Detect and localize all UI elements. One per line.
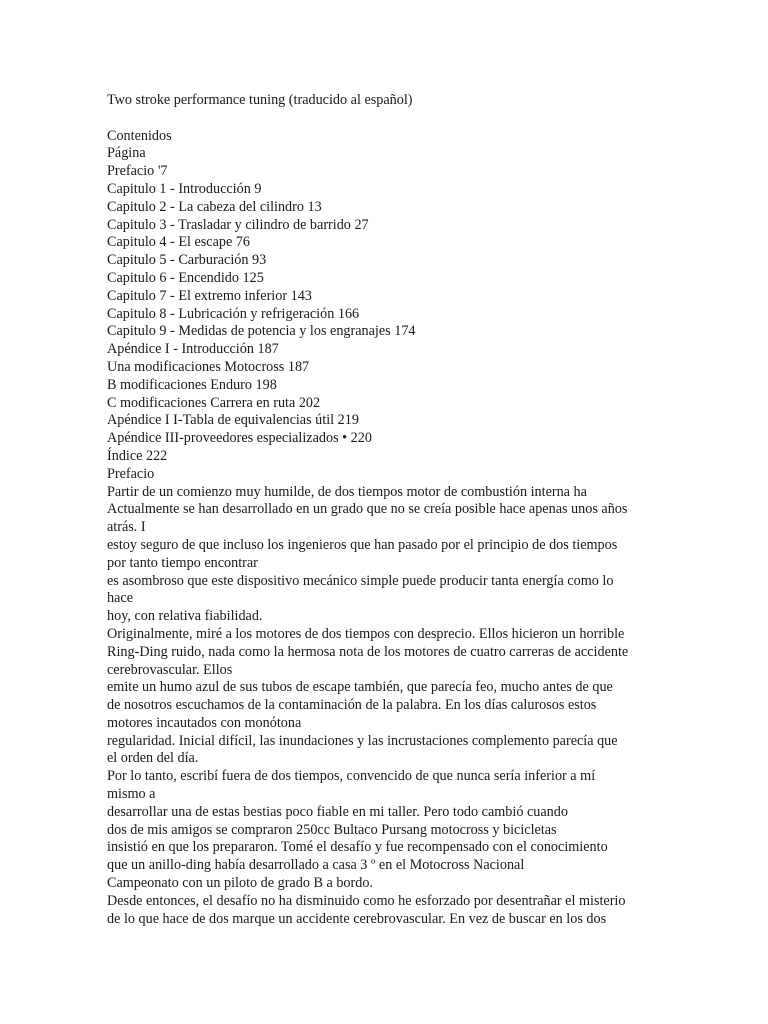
body-line: Por lo tanto, escribí fuera de dos tiempos, convencido de que nunca sería inferior a mí [107, 768, 596, 785]
toc-item: Capitulo 7 - El extremo inferior 143 [107, 287, 312, 304]
body-line: de lo que hace de dos marque un accidente cerebrovascular. En vez de buscar en los dos [107, 910, 607, 927]
toc-item: Capitulo 9 - Medidas de potencia y los engranajes 174 [107, 323, 416, 340]
body-line: atrás. I [107, 519, 146, 536]
body-line: insistió en que los prepararon. Tomé el desafío y fue recompensado con el conocimiento [107, 839, 608, 856]
preface-text [107, 484, 637, 929]
toc-item: Capitulo 1 - Introducción 9 [107, 180, 262, 197]
body-line: desarrollar una de estas bestias poco fiable en mi taller. Pero todo cambió cuando [107, 803, 568, 820]
body-line: Originalmente, miré a los motores de dos tiempos con desprecio. Ellos hicieron un horrible [107, 625, 625, 642]
body-line: hace [107, 590, 133, 607]
document-title: Two stroke performance tuning (traducido al español) [107, 92, 413, 108]
toc-item: B modificaciones Enduro 198 [107, 376, 277, 393]
body-line: emite un humo azul de sus tubos de escape también, que parecía feo, mucho antes de que [107, 679, 613, 696]
body-line: el orden del día. [107, 750, 199, 767]
preface-heading: Prefacio [107, 465, 155, 482]
body-line: Partir de un comienzo muy humilde, de dos tiempos motor de combustión interna ha [107, 483, 587, 500]
body-line: dos de mis amigos se compraron 250cc Bultaco Pursang motocross y bicicletas [107, 821, 557, 838]
toc-item: Apéndice III-proveedores especializados • 220 [107, 430, 372, 447]
toc-heading: Contenidos [107, 127, 172, 144]
toc-item: Capitulo 8 - Lubricación y refrigeración 166 [107, 305, 360, 322]
toc-item: Capitulo 4 - El escape 76 [107, 234, 251, 251]
body-line: que un anillo-ding había desarrollado a casa 3 º en el Motocross Nacional [107, 857, 525, 874]
toc-item: Prefacio '7 [107, 163, 168, 180]
body-line: hoy, con relativa fiabilidad. [107, 608, 263, 625]
body-line: Desde entonces, el desafío no ha disminuido como he esforzado por desentrañar el misterio [107, 892, 626, 909]
body-line: mismo a [107, 786, 156, 803]
body-line: Actualmente se han desarrollado en un grado que no se creía posible hace apenas unos años [107, 501, 628, 518]
body-line: motores incautados con monótona [107, 714, 302, 731]
document-body [107, 92, 637, 928]
body-line: Campeonato con un piloto de grado B a bordo. [107, 875, 373, 892]
toc-item: Apéndice I - Introducción 187 [107, 341, 279, 358]
toc-item: C modificaciones Carrera en ruta 202 [107, 394, 321, 411]
body-line: de nosotros escuchamos de la contaminación de la palabra. En los días calurosos estos [107, 697, 597, 714]
table-of-contents [107, 128, 637, 466]
toc-item: Capitulo 2 - La cabeza del cilindro 13 [107, 198, 322, 215]
toc-item: Una modificaciones Motocross 187 [107, 358, 310, 375]
body-line: regularidad. Inicial difícil, las inundaciones y las incrustaciones complemento parecía que [107, 732, 618, 749]
toc-item: Capitulo 6 - Encendido 125 [107, 269, 264, 286]
body-line: por tanto tiempo encontrar [107, 554, 258, 571]
toc-item: Índice 222 [107, 447, 168, 464]
toc-item: Capitulo 3 - Trasladar y cilindro de barrido 27 [107, 216, 369, 233]
toc-page-label: Página [107, 145, 146, 162]
toc-item: Apéndice I I-Tabla de equivalencias útil 219 [107, 412, 359, 429]
body-line: cerebrovascular. Ellos [107, 661, 233, 678]
body-line: es asombroso que este dispositivo mecánico simple puede producir tanta energía como lo [107, 572, 614, 589]
toc-item: Capitulo 5 - Carburación 93 [107, 252, 267, 269]
body-line: estoy seguro de que incluso los ingenieros que han pasado por el principio de dos tiempos [107, 536, 618, 553]
body-line: Ring-Ding ruido, nada como la hermosa nota de los motores de cuatro carreras de accidente [107, 643, 629, 660]
